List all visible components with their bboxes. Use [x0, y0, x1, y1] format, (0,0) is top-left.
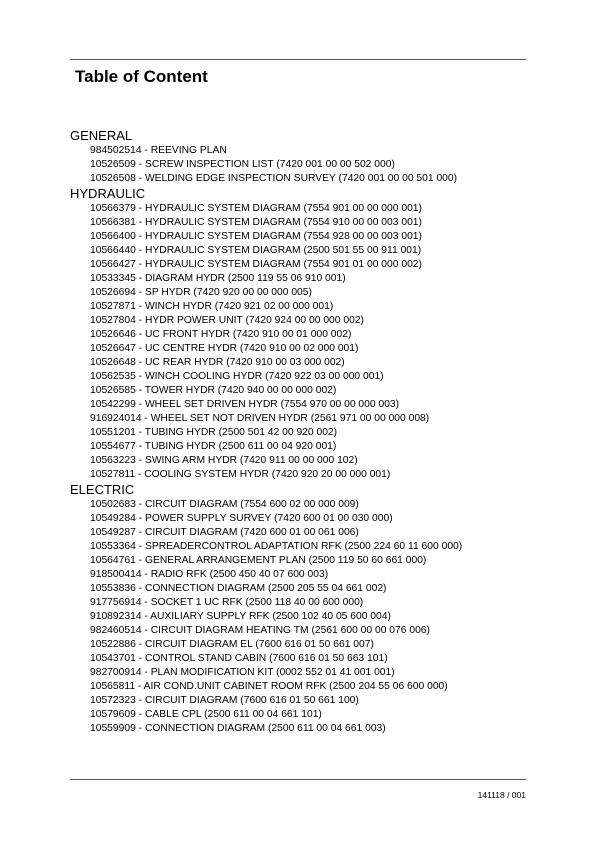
toc-section-general	[70, 128, 540, 186]
bottom-divider	[70, 779, 526, 780]
toc-entry[interactable]: 10566400 - HYDRAULIC SYSTEM DIAGRAM (7554 928 00 00 003 001)	[90, 231, 422, 242]
toc-entry[interactable]: 916924014 - WHEEL SET NOT DRIVEN HYDR (2561 971 00 00 000 008)	[90, 413, 430, 424]
toc-entry[interactable]: 10553836 - CONNECTION DIAGRAM (2500 205 55 04 661 002)	[90, 583, 387, 594]
toc-entry[interactable]: 10572323 - CIRCUIT DIAGRAM (7600 616 01 50 661 100)	[90, 695, 359, 706]
toc-entry[interactable]: 10526585 - TOWER HYDR (7420 940 00 00 000 002)	[90, 385, 337, 396]
toc-entry[interactable]: 910892314 - AUXILIARY SUPPLY RFK (2500 102 40 05 600 004)	[90, 611, 391, 622]
toc-entry[interactable]: 10566379 - HYDRAULIC SYSTEM DIAGRAM (7554 901 00 00 000 001)	[90, 203, 422, 214]
page-title: Table of Content	[75, 67, 208, 86]
toc-entry[interactable]: 10527871 - WINCH HYDR (7420 921 02 00 000 001)	[90, 301, 334, 312]
toc-entry[interactable]: 10526509 - SCREW INSPECTION LIST (7420 001 00 00 502 000)	[90, 159, 395, 170]
toc-entry[interactable]: 10565811 - AIR COND.UNIT CABINET ROOM RFK (2500 204 55 06 600 000)	[90, 681, 448, 692]
toc-entry[interactable]: 10579609 - CABLE CPL (2500 611 00 04 661 101)	[90, 709, 322, 720]
section-heading: HYDRAULIC	[70, 186, 146, 201]
toc-entry[interactable]: 982460514 - CIRCUIT DIAGRAM HEATING TM (2561 600 00 00 076 006)	[90, 625, 430, 636]
toc-entry[interactable]: 10526508 - WELDING EDGE INSPECTION SURVEY (7420 001 00 00 501 000)	[90, 173, 458, 184]
toc-entry[interactable]: 10526646 - UC FRONT HYDR (7420 910 00 01 000 002)	[90, 329, 352, 340]
section-heading: ELECTRIC	[70, 482, 135, 497]
toc-entry[interactable]: 10542299 - WHEEL SET DRIVEN HYDR (7554 970 00 00 000 003)	[90, 399, 400, 410]
toc-entry[interactable]: 10543701 - CONTROL STAND CABIN (7600 616 01 50 663 101)	[90, 653, 388, 664]
toc-section-hydraulic	[70, 186, 540, 482]
toc-entry[interactable]: 10554677 - TUBING HYDR (2500 611 00 04 920 001)	[90, 441, 337, 452]
toc-entry[interactable]: 10566427 - HYDRAULIC SYSTEM DIAGRAM (7554 901 01 00 000 002)	[90, 259, 422, 270]
table-of-contents	[70, 128, 540, 736]
toc-entry[interactable]: 10564761 - GENERAL ARRANGEMENT PLAN (2500 119 50 60 661 000)	[90, 555, 427, 566]
toc-entry[interactable]: 10553364 - SPREADERCONTROL ADAPTATION RFK (2500 224 60 11 600 000)	[90, 541, 463, 552]
toc-entry[interactable]: 10549284 - POWER SUPPLY SURVEY (7420 600 01 00 030 000)	[90, 513, 393, 524]
toc-entry[interactable]: 10549287 - CIRCUIT DIAGRAM (7420 600 01 00 061 006)	[90, 527, 359, 538]
section-heading: GENERAL	[70, 128, 133, 143]
toc-entry[interactable]: 10559909 - CONNECTION DIAGRAM (2500 611 00 04 661 003)	[90, 723, 386, 734]
toc-entry[interactable]: 10526648 - UC REAR HYDR (7420 910 00 03 000 002)	[90, 357, 345, 368]
toc-entry[interactable]: 10551201 - TUBING HYDR (2500 501 42 00 920 002)	[90, 427, 338, 438]
top-divider	[70, 59, 526, 60]
toc-entry[interactable]: 10502683 - CIRCUIT DIAGRAM (7554 600 02 00 000 009)	[90, 499, 359, 510]
toc-entry[interactable]: 917756914 - SOCKET 1 UC RFK (2500 118 40 00 600 000)	[90, 597, 364, 608]
toc-entry[interactable]: 10533345 - DIAGRAM HYDR (2500 119 55 06 910 001)	[90, 273, 346, 284]
toc-entry[interactable]: 984502514 - REEVING PLAN	[90, 145, 227, 156]
toc-section-electric	[70, 482, 540, 736]
toc-entry[interactable]: 10527811 - COOLING SYSTEM HYDR (7420 920 20 00 000 001)	[90, 469, 391, 480]
toc-entry[interactable]: 10526647 - UC CENTRE HYDR (7420 910 00 02 000 001)	[90, 343, 359, 354]
toc-entry[interactable]: 10526694 - SP HYDR (7420 920 00 00 000 005)	[90, 287, 312, 298]
toc-entry[interactable]: 10527804 - HYDR POWER UNIT (7420 924 00 00 000 002)	[90, 315, 364, 326]
toc-entry[interactable]: 10522886 - CIRCUIT DIAGRAM EL (7600 616 01 50 661 007)	[90, 639, 374, 650]
toc-entry[interactable]: 10563223 - SWING ARM HYDR (7420 911 00 00 000 102)	[90, 455, 358, 466]
toc-entry[interactable]: 918500414 - RADIO RFK (2500 450 40 07 600 003)	[90, 569, 329, 580]
toc-entry[interactable]: 10566440 - HYDRAULIC SYSTEM DIAGRAM (2500 501 55 00 911 001)	[90, 245, 422, 256]
toc-entry[interactable]: 10566381 - HYDRAULIC SYSTEM DIAGRAM (7554 910 00 00 003 001)	[90, 217, 422, 228]
toc-entry[interactable]: 982700914 - PLAN MODIFICATION KIT (0002 552 01 41 001 001)	[90, 667, 395, 678]
document-number: 141118 / 001	[477, 790, 526, 800]
toc-entry[interactable]: 10562535 - WINCH COOLING HYDR (7420 922 03 00 000 001)	[90, 371, 384, 382]
